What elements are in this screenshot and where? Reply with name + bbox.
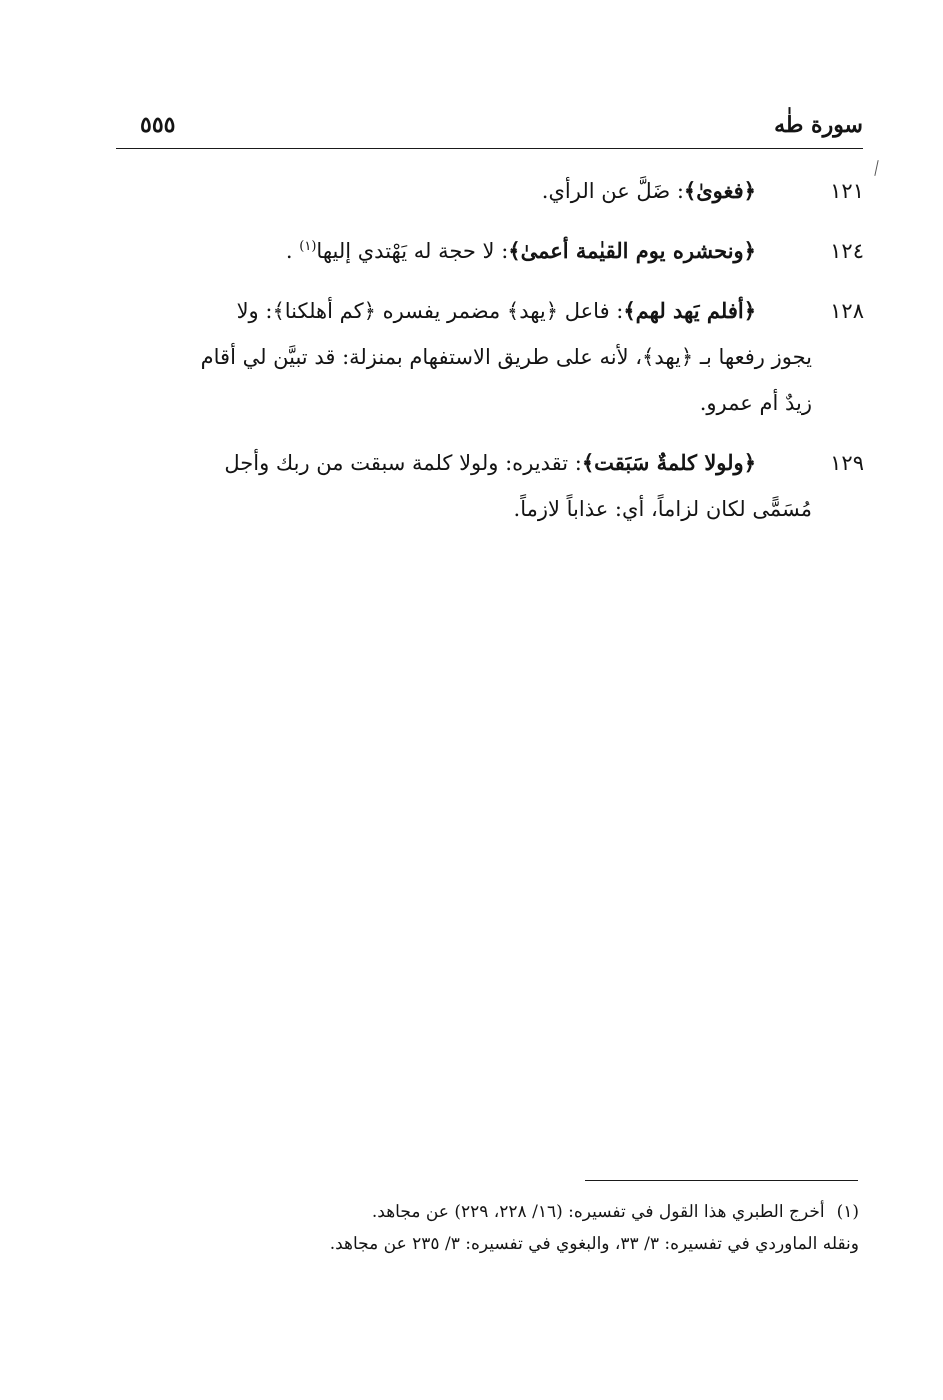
entry-129: [112, 440, 864, 532]
footnote-1-continuation: ونقله الماوردي في تفسيره: ٣/ ٣٣، والبغوي في تفسيره: ٣/ ٢٣٥ عن مجاهد.: [329, 1234, 859, 1254]
page-number: ٥٥٥: [140, 112, 176, 138]
quran-quote: ﴿ونحشره يوم القيٰمة أعمىٰ﴾: [508, 238, 756, 263]
surah-title: سورة طٰه: [774, 112, 863, 138]
verse-number: ١٢٤: [830, 239, 864, 263]
entry-line: مُسَمًّى لكان لزاماً، أي: عذاباً لازماً.: [513, 497, 812, 521]
entry-121: [112, 168, 864, 214]
entry-text: [112, 228, 756, 274]
verse-number: ١٢١: [830, 179, 864, 203]
entry-text: [112, 288, 812, 426]
entry-text: [112, 440, 812, 532]
entry-line: [112, 228, 756, 274]
entry-line: [112, 440, 756, 486]
entry-line: يجوز رفعها بـ ﴿يهد﴾، لأنه على طريق الاستفهام بمنزلة: قد تبيَّن لي أقام: [200, 345, 812, 369]
page-header: [116, 108, 863, 149]
verse-number: ١٢٩: [830, 451, 864, 475]
commentary-text: : تقديره: ولولا كلمة سبقت من ربك وأجل: [224, 451, 582, 475]
footnote-mark: (١): [836, 1202, 859, 1222]
entry-line: زيدٌ أم عمرو.: [699, 391, 812, 415]
quran-quote: ﴿ولولا كلمةٌ سَبَقت﴾: [581, 450, 756, 475]
verse-number: ١٢٨: [830, 299, 864, 323]
entry-124: [112, 228, 864, 274]
entry-text: [112, 168, 756, 214]
entry-128: [112, 288, 864, 426]
quran-quote: ﴿أفلم يَهد لهم﴾: [623, 298, 756, 323]
commentary-text: : لا حجة له يَهْتدي إليها: [316, 239, 509, 263]
footnotes: [159, 1196, 859, 1260]
footnote-1: [159, 1196, 859, 1228]
footnote-text: أخرج الطبري هذا القول في تفسيره: (١٦/ ٢٢٨، ٢٢٩) عن مجاهد.: [371, 1202, 825, 1222]
quran-quote: ﴿فغوىٰ﴾: [683, 178, 756, 203]
commentary-text: : فاعل ﴿يهد﴾ مضمر يفسره ﴿كم أهلكنا﴾: ولا: [236, 299, 624, 323]
entry-line: [112, 168, 756, 214]
commentary-entries: [112, 168, 864, 546]
commentary-text: : ضَلَّ عن الرأي.: [541, 179, 684, 203]
footnote-separator: [585, 1180, 858, 1181]
entry-line: [112, 288, 756, 334]
footnote-reference[interactable]: (١): [299, 239, 317, 254]
margin-mark: [874, 160, 878, 176]
commentary-text-tail: .: [285, 239, 300, 263]
